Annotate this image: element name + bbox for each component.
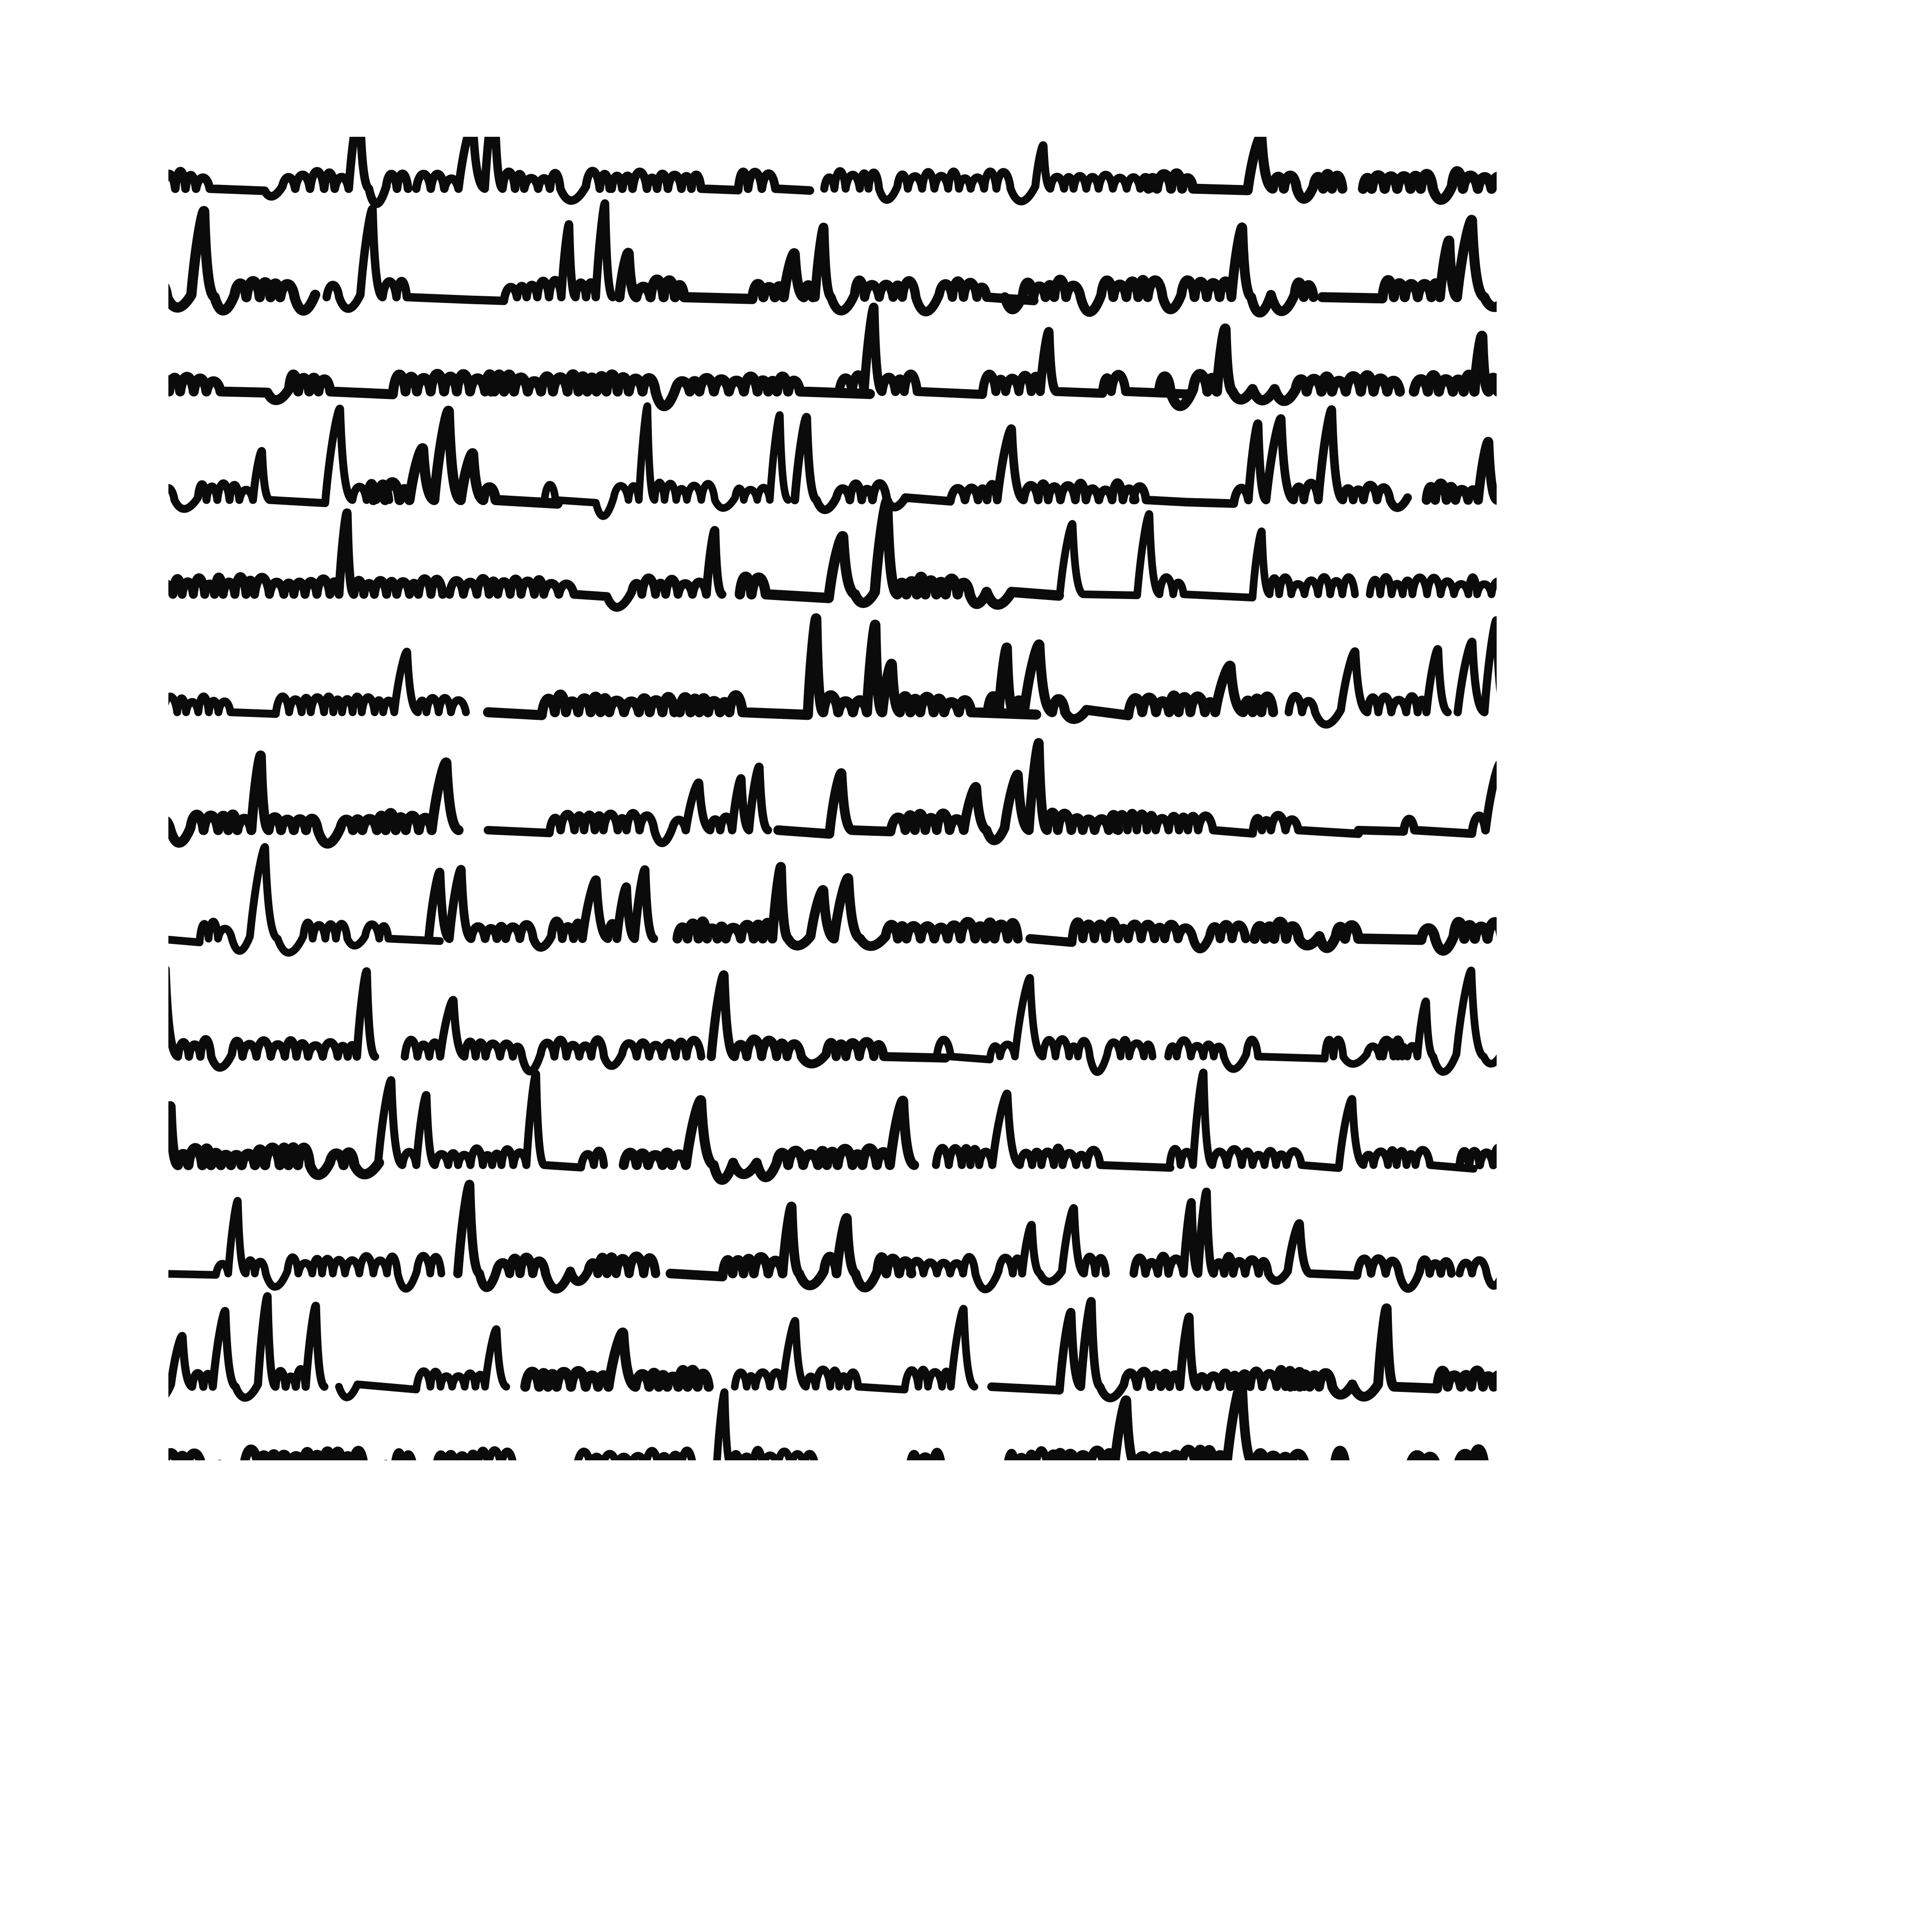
scribble-word	[795, 417, 1135, 510]
scribble-word	[450, 530, 722, 607]
scribble-word	[168, 211, 315, 310]
handwriting-scribble-svg	[168, 137, 1497, 1460]
scribble-line	[168, 406, 1497, 516]
scribble-line	[168, 501, 1497, 607]
scribble-word	[1383, 970, 1497, 1072]
scribble-word	[168, 374, 504, 400]
scribble-word	[936, 1094, 1170, 1168]
scribble-word	[405, 1000, 701, 1071]
scribble-line	[168, 847, 1497, 953]
handwriting-pattern-tile	[168, 137, 1497, 1460]
scribble-line	[168, 1296, 1497, 1398]
scribble-word	[1291, 1308, 1497, 1397]
scribble-word	[1370, 503, 1497, 594]
scribble-word	[740, 501, 1059, 605]
scribble-line	[168, 307, 1497, 406]
scribble-word	[525, 1332, 709, 1387]
scribble-word	[458, 1184, 656, 1289]
scribble-word	[168, 513, 443, 594]
scribble-word	[1134, 1192, 1452, 1289]
scribble-word	[1149, 137, 1343, 199]
scribble-word	[374, 411, 558, 504]
scribble-word	[1255, 922, 1497, 950]
scribble-word	[327, 203, 613, 308]
scribble-word	[168, 1107, 379, 1175]
scribble-word	[735, 1309, 974, 1390]
scribble-word	[1363, 171, 1497, 200]
scribble-word	[168, 969, 375, 1067]
scribble-word	[1457, 620, 1497, 712]
scribble-word	[168, 1201, 441, 1289]
scribble-word	[168, 847, 440, 953]
scribble-word	[1358, 764, 1497, 834]
scribble-line	[168, 137, 1497, 204]
scribble-word	[937, 978, 1153, 1072]
scribble-word	[168, 137, 408, 204]
scribble-line	[168, 1073, 1497, 1180]
scribble-word	[716, 1392, 1060, 1460]
scribble-word	[1116, 813, 1358, 834]
scribble-word	[1056, 1381, 1305, 1460]
scribble-word	[378, 1074, 604, 1168]
scribble-line	[168, 743, 1497, 844]
scribble-word	[1459, 1225, 1497, 1286]
scribble-word	[339, 1329, 507, 1398]
scribble-word	[711, 975, 945, 1064]
scribble-word	[488, 695, 675, 716]
scribble-word	[824, 145, 1151, 201]
scribble-word	[168, 1296, 325, 1398]
scribble-word	[624, 1100, 914, 1180]
scribble-word	[168, 408, 389, 509]
scribble-word	[491, 375, 870, 406]
scribble-word	[416, 137, 610, 200]
scribble-word	[1322, 220, 1497, 312]
scribble-word	[680, 618, 1036, 715]
scribble-word	[1030, 921, 1246, 949]
scribble-word	[839, 307, 1191, 394]
scribble-word	[1426, 441, 1497, 500]
scribble-word	[168, 1449, 386, 1460]
scribble-word	[488, 767, 768, 843]
scribble-word	[429, 869, 654, 948]
scribble-word	[910, 1208, 1106, 1289]
scribble-word	[1170, 1073, 1474, 1169]
scribble-word	[1289, 649, 1448, 724]
scribble-word	[677, 867, 1018, 946]
scribble-word	[168, 651, 466, 714]
scribble-word	[1460, 1148, 1497, 1165]
scribble-word	[1414, 307, 1497, 391]
scribble-word	[670, 1207, 911, 1288]
scribble-word	[394, 1450, 693, 1460]
scribble-word	[1335, 1401, 1497, 1460]
scribble-word	[168, 756, 458, 844]
scribble-word	[1005, 227, 1313, 313]
scribble-line	[168, 203, 1497, 312]
scribble-word	[612, 172, 810, 191]
scribble-line	[168, 969, 1497, 1072]
scribble-word	[1159, 329, 1400, 406]
scribble-line	[168, 1381, 1497, 1460]
scribble-word	[988, 644, 1273, 719]
scribble-word	[619, 253, 813, 299]
scribble-word	[1060, 514, 1355, 598]
scribble-line	[168, 618, 1497, 724]
scribble-word	[778, 743, 1118, 841]
scribble-word	[544, 406, 788, 516]
scribble-line	[168, 1184, 1497, 1290]
scribble-word	[1168, 1039, 1403, 1069]
scribble-word	[1133, 409, 1407, 508]
scribble-word	[991, 1301, 1304, 1398]
